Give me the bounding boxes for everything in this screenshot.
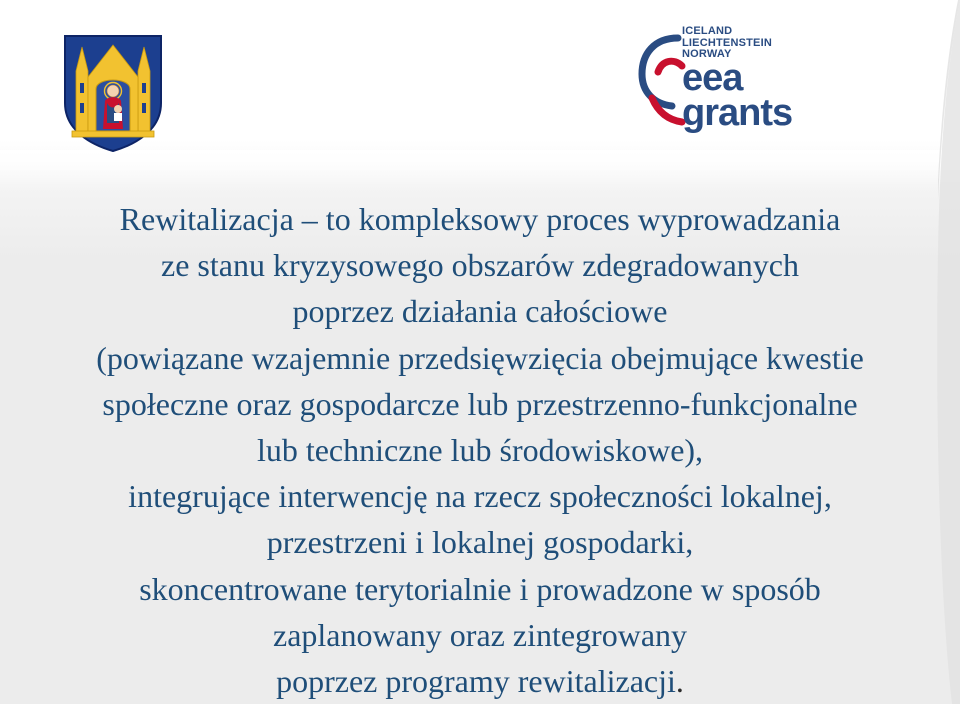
definition-line: integrujące interwencję na rzecz społeczności lokalnej, [128,478,832,515]
final-period: . [675,663,684,700]
coat-of-arms-icon [62,33,164,153]
definition-line-text: poprzez programy rewitalizacji [276,663,676,700]
eea-grants-mark-icon [638,32,686,128]
definition-line: ze stanu kryzysowego obszarów zdegradowanych [161,247,799,284]
eea-country: NORWAY [682,48,732,60]
grants-wordmark: grants [682,92,793,134]
eea-countries-list [682,26,812,61]
eea-country: LIECHTENSTEIN [682,36,772,49]
definition-line: społeczne oraz gospodarcze lub przestrzenno-funkcjonalne [102,385,858,422]
definition-line: Rewitalizacja – to kompleksowy proces wyprowadzania [119,201,841,237]
definition-line: poprzez działania całościowe [292,293,668,330]
definition-last-line [40,658,920,704]
definition-line: zaplanowany oraz zintegrowany [272,616,688,653]
header-divider-shadow [0,150,960,190]
eea-country: ICELAND [682,25,733,37]
eea-grants-logo [638,26,813,138]
definition-line: przestrzeni i lokalnej gospodarki, [266,524,694,561]
definition-text [40,196,920,704]
eea-wordmark: eea [682,57,743,99]
definition-line: skoncentrowane terytorialnie i prowadzone w sposób [139,570,821,607]
definition-line: (powiązane wzajemnie przedsięwzięcia obejmujące kwestie [96,339,864,376]
definition-line: lub techniczne lub środowiskowe), [256,432,704,469]
